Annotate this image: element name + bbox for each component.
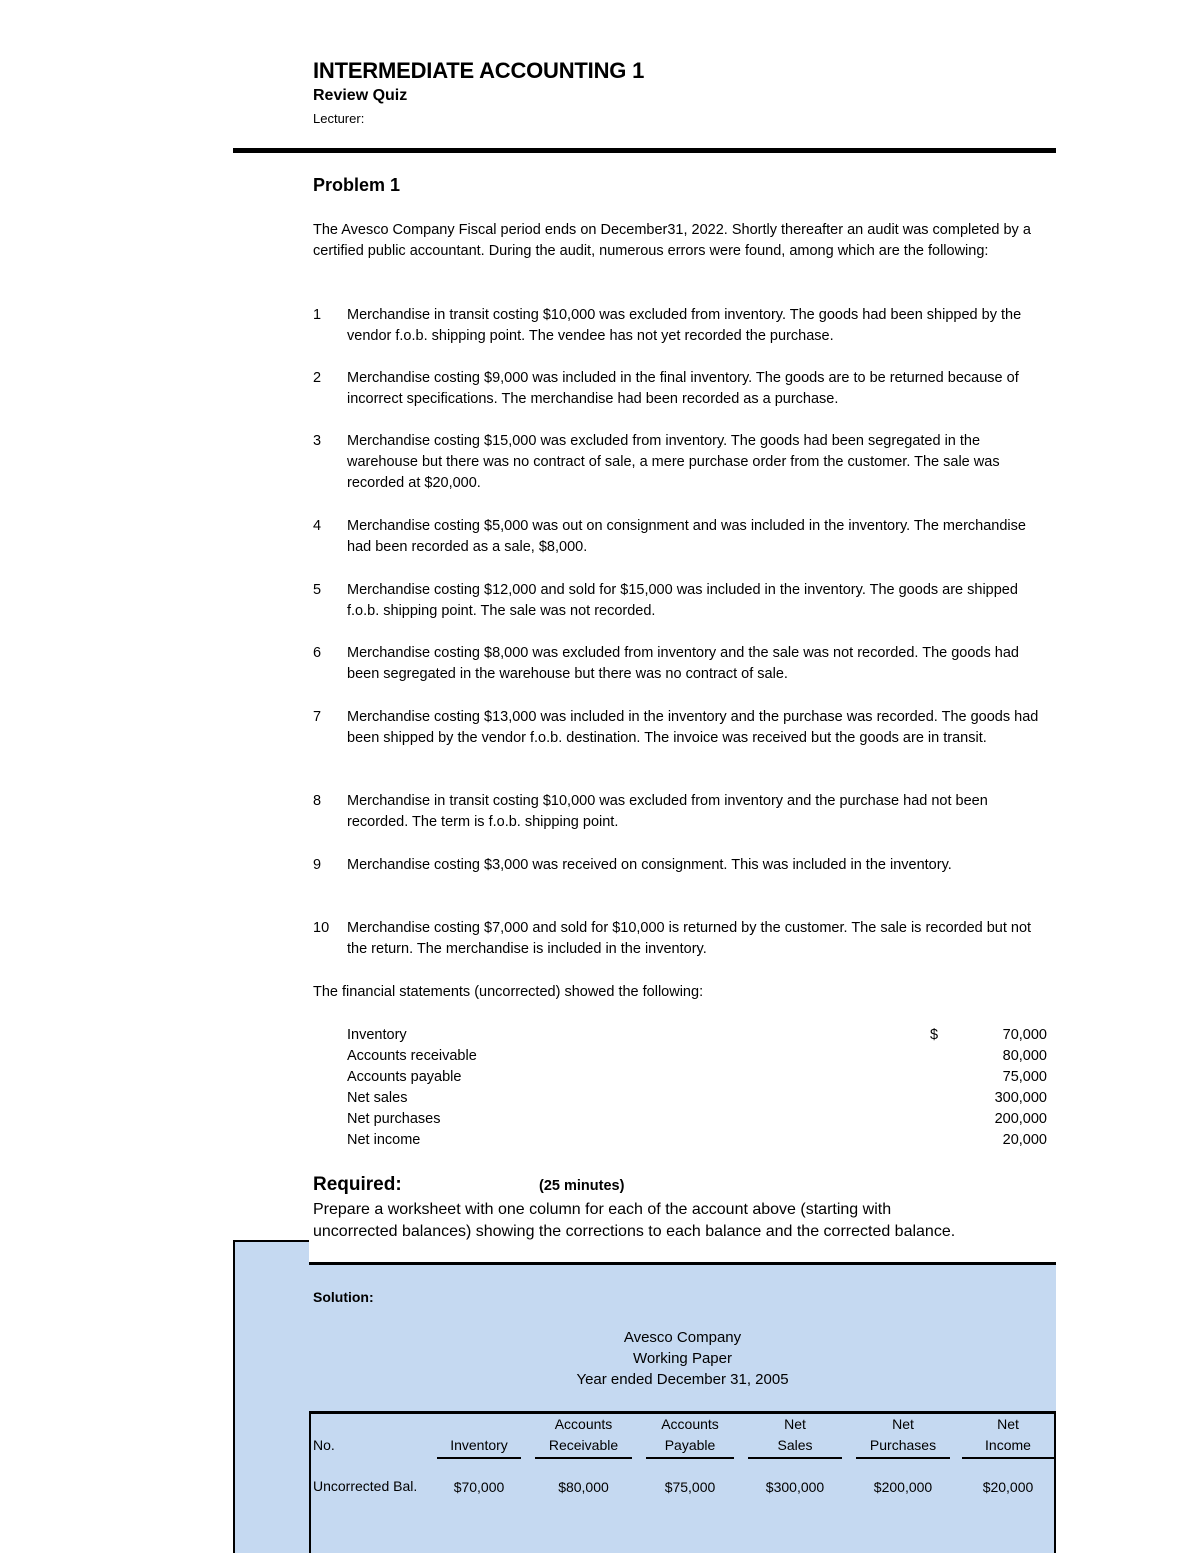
solution-panel-border xyxy=(233,1240,309,1242)
error-item-number: 8 xyxy=(313,793,322,809)
column-header-line1: Net xyxy=(997,1416,1019,1432)
fs-row-currency xyxy=(930,1067,950,1088)
error-item xyxy=(313,580,1043,622)
error-item-number: 6 xyxy=(313,645,322,661)
column-header-line2: Purchases xyxy=(856,1435,950,1459)
error-item xyxy=(313,368,1043,410)
fs-row xyxy=(347,1067,1047,1088)
error-item-text: Merchandise costing $3,000 was received on consignment. This was included in the inventory. xyxy=(347,857,952,873)
column-header-line2: Inventory xyxy=(437,1435,521,1459)
lecturer-label: Lecturer: xyxy=(313,111,365,126)
worksheet-column-inventory xyxy=(437,1414,521,1498)
error-item-number: 7 xyxy=(313,709,322,725)
column-value: $70,000 xyxy=(453,1479,505,1495)
working-paper-title: Working Paper xyxy=(633,1350,732,1367)
column-header-line1: Accounts xyxy=(661,1416,719,1432)
worksheet-no-header: No. xyxy=(313,1437,335,1453)
required-instructions: Prepare a worksheet with one column for each of the account above (starting with uncorrected balances) showing the corrections to each balance and the corrected balance. xyxy=(313,1201,956,1240)
error-item-text: Merchandise in transit costing $10,000 was excluded from inventory. The goods had been shipped by the vendor f.o.b. shipping point. The vendee has not yet recorded the purchase. xyxy=(347,307,1022,344)
error-item-text: Merchandise costing $15,000 was excluded from inventory. The goods had been segregated in the warehouse but there was no contract of sale, a mere purchase order from the customer. The sale was recorded at $20,000. xyxy=(347,433,1000,491)
column-header-line2: Sales xyxy=(748,1435,842,1459)
period-label: Year ended December 31, 2005 xyxy=(576,1371,789,1388)
error-item-number: 10 xyxy=(313,920,330,936)
error-item xyxy=(313,643,1043,685)
fs-row xyxy=(347,1109,1047,1130)
fs-row-label: Net income xyxy=(347,1132,421,1148)
error-item xyxy=(313,791,1043,833)
error-item xyxy=(313,305,1043,347)
error-item-number: 3 xyxy=(313,433,322,449)
fs-row-currency xyxy=(930,1109,950,1130)
error-item-number: 1 xyxy=(313,307,322,323)
document-subtitle: Review Quiz xyxy=(313,87,408,104)
error-item-text: Merchandise costing $8,000 was excluded from inventory and the sale was not recorded. The goods had been segregated in the warehouse but there was no contract of sale. xyxy=(347,645,1019,682)
fs-row-currency xyxy=(930,1046,950,1067)
fs-row-amount: 200,000 xyxy=(994,1111,1047,1127)
fs-row-amount: 70,000 xyxy=(1002,1027,1047,1043)
fs-row-label: Net purchases xyxy=(347,1111,441,1127)
error-item-number: 2 xyxy=(313,370,322,386)
error-item-text: Merchandise costing $7,000 and sold for $10,000 is returned by the customer. The sale is recorded but not the return. The merchandise is included in the inventory. xyxy=(347,920,1032,957)
fs-row-amount: 75,000 xyxy=(1002,1069,1047,1085)
error-item xyxy=(313,855,1043,876)
financial-statements-table xyxy=(347,1025,1047,1151)
error-item xyxy=(313,516,1043,558)
solution-label: Solution: xyxy=(313,1289,374,1305)
worksheet-column-accounts-payable xyxy=(646,1414,734,1498)
company-name: Avesco Company xyxy=(623,1329,742,1346)
fs-row-label: Accounts payable xyxy=(347,1069,462,1085)
fs-row xyxy=(347,1025,1047,1046)
worksheet-column-net-sales xyxy=(748,1414,842,1498)
column-value: $300,000 xyxy=(765,1479,825,1495)
column-header-line2: Payable xyxy=(646,1435,734,1459)
fs-row-currency xyxy=(930,1130,950,1151)
fs-row xyxy=(347,1088,1047,1109)
fs-row-currency xyxy=(930,1088,950,1109)
column-header-line2: Receivable xyxy=(535,1435,632,1459)
column-header-line2: Income xyxy=(962,1435,1054,1459)
error-item-number: 5 xyxy=(313,582,322,598)
fs-row-amount: 80,000 xyxy=(1002,1048,1047,1064)
error-item-text: Merchandise costing $13,000 was included in the inventory and the purchase was recorded. The goods had been shipped by the vendor f.o.b. destination. The invoice was received but the goods are in transit. xyxy=(347,709,1039,746)
worksheet-table xyxy=(309,1411,1056,1553)
error-item-text: Merchandise in transit costing $10,000 was excluded from inventory and the purchase had not been recorded. The term is f.o.b. shipping point. xyxy=(347,793,988,830)
header-divider xyxy=(233,148,1056,153)
fs-row-currency: $ xyxy=(930,1027,939,1043)
solution-panel-border xyxy=(309,1262,1056,1265)
error-item xyxy=(313,707,1043,749)
fs-row-label: Net sales xyxy=(347,1090,408,1106)
worksheet-column-accounts-receivable xyxy=(535,1414,632,1498)
error-item-text: Merchandise costing $12,000 and sold for $15,000 was included in the inventory. The goods are shipped f.o.b. shipping point. The sale was not recorded. xyxy=(347,582,1018,619)
fs-row-amount: 20,000 xyxy=(1002,1132,1047,1148)
required-heading: Required: xyxy=(313,1174,402,1195)
fs-row-amount: 300,000 xyxy=(994,1090,1047,1106)
problem-intro: The Avesco Company Fiscal period ends on December31, 2022. Shortly thereafter an audit was completed by a certified public accountant. During the audit, numerous errors were found, among which are the following: xyxy=(313,222,1031,259)
column-value: $200,000 xyxy=(873,1479,933,1495)
fs-row-label: Inventory xyxy=(347,1027,407,1043)
worksheet-column-net-purchases xyxy=(856,1414,950,1498)
column-value: $20,000 xyxy=(982,1479,1034,1495)
column-header-line1: Accounts xyxy=(554,1416,613,1432)
problem-heading: Problem 1 xyxy=(313,175,401,195)
error-item-number: 4 xyxy=(313,518,322,534)
document-title: INTERMEDIATE ACCOUNTING 1 xyxy=(313,58,645,83)
worksheet-row-label: Uncorrected Bal. xyxy=(313,1478,418,1494)
column-header-line1: Net xyxy=(892,1416,914,1432)
column-header-line1 xyxy=(437,1414,521,1435)
time-allotment: (25 minutes) xyxy=(539,1178,625,1194)
worksheet-column-net-income xyxy=(962,1414,1054,1498)
fs-row-label: Accounts receivable xyxy=(347,1048,477,1064)
fs-row xyxy=(347,1130,1047,1151)
column-value: $80,000 xyxy=(558,1479,609,1495)
error-item-text: Merchandise costing $9,000 was included in the final inventory. The goods are to be returned because of incorrect specifications. The merchandise had been recorded as a purchase. xyxy=(347,370,1019,407)
column-value: $75,000 xyxy=(664,1479,716,1495)
error-item xyxy=(313,431,1043,494)
error-item-text: Merchandise costing $5,000 was out on consignment and was included in the inventory. The merchandise had been recorded as a sale, $8,000. xyxy=(347,518,1026,555)
error-item-number: 9 xyxy=(313,857,322,873)
solution-panel-border xyxy=(233,1240,235,1553)
column-header-line1: Net xyxy=(784,1416,806,1432)
fs-row xyxy=(347,1046,1047,1067)
error-item xyxy=(313,918,1043,960)
financial-statements-intro: The financial statements (uncorrected) showed the following: xyxy=(313,984,704,1000)
